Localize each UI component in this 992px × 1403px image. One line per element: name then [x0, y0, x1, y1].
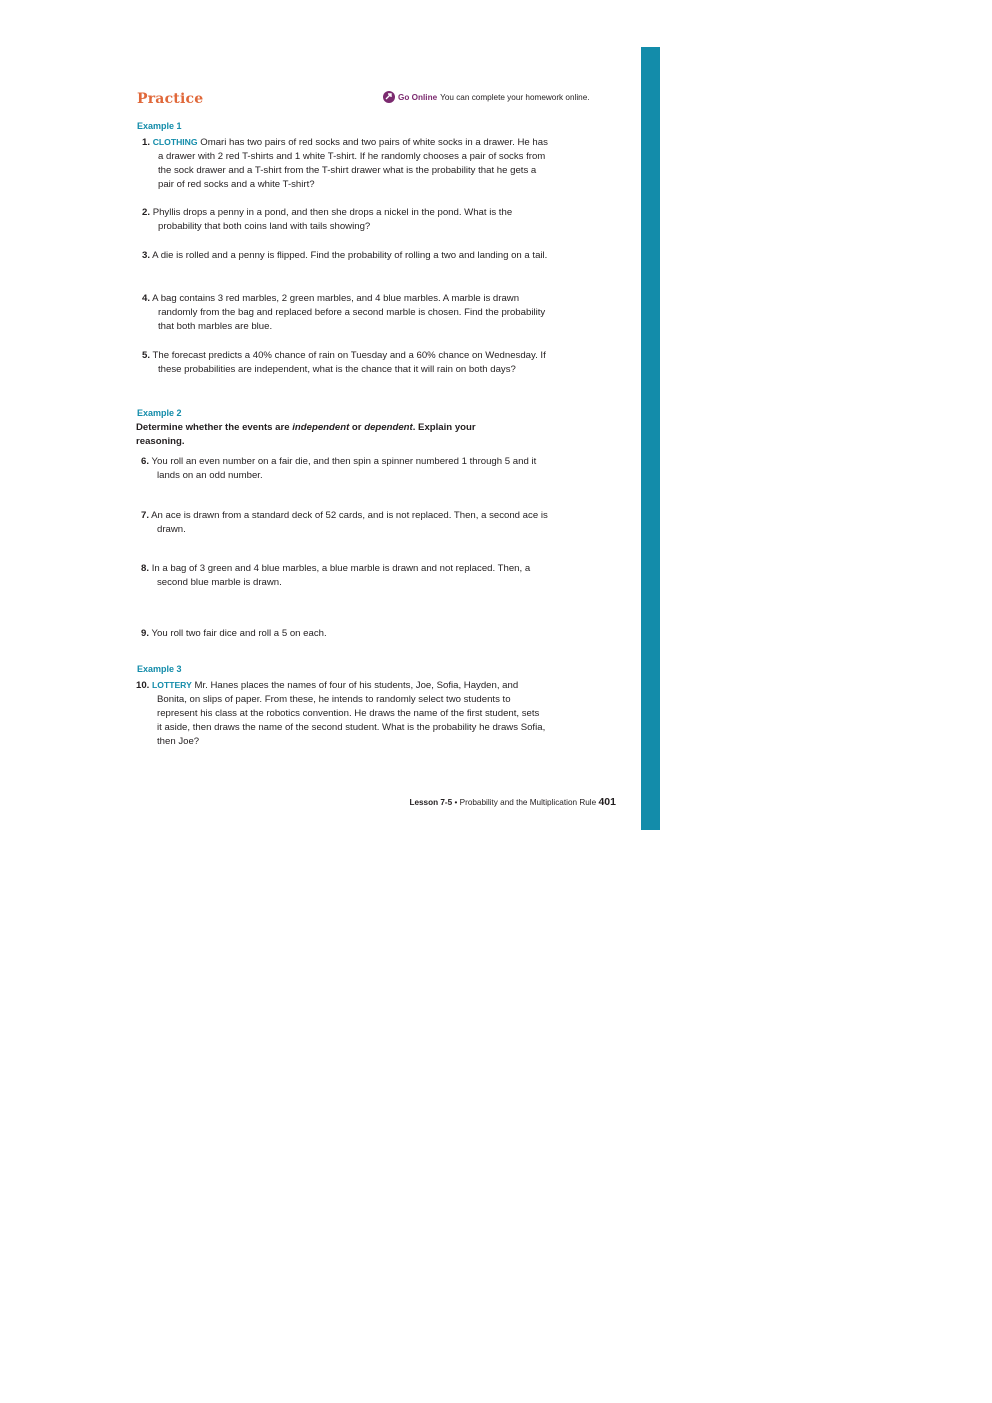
- problem-number: 1.: [142, 137, 151, 148]
- problem-number: 7.: [141, 510, 150, 521]
- problem-6: [141, 455, 551, 483]
- problem-number: 4.: [142, 293, 151, 304]
- page-title: Practice: [137, 91, 204, 107]
- problem-number: 5.: [142, 350, 151, 361]
- page-footer: [409, 796, 616, 808]
- problem-text: You roll two fair dice and roll a 5 on each.: [151, 628, 327, 639]
- problem-number: 9.: [141, 628, 150, 639]
- problem-number: 2.: [142, 207, 151, 218]
- problem-text: Phyllis drops a penny in a pond, and then she drops a nickel in the pond. What is the probability that both coins land with tails showing?: [152, 207, 513, 232]
- go-online-icon: [383, 91, 395, 103]
- example-1-heading: Example 1: [137, 121, 182, 131]
- side-color-bar: [641, 47, 660, 830]
- problem-keyword: LOTTERY: [152, 680, 192, 690]
- footer-lesson: Lesson 7-5: [409, 798, 453, 807]
- page-number: 401: [598, 796, 616, 808]
- problem-1: [142, 135, 552, 192]
- example-2-instructions: Determine whether the events are independent or dependent. Explain your reasoning.: [136, 422, 476, 447]
- problem-number: 6.: [141, 456, 150, 467]
- problem-text: Omari has two pairs of red socks and two pairs of white socks in a drawer. He has a drawer with 2 red T-shirts and 1 white T-shirt. If he randomly chooses a pair of socks from the sock drawer and a T-shirt from the T-shirt drawer what is the probability that he gets a pair of red socks and a white T-shirt?: [158, 137, 548, 190]
- example-2-heading: Example 2: [137, 408, 182, 418]
- problem-3: [142, 249, 552, 263]
- problem-2: [142, 206, 552, 234]
- problem-7: [141, 509, 551, 537]
- problem-8: [141, 562, 551, 590]
- problem-text: A die is rolled and a penny is flipped. Find the probability of rolling a two and landing on a tail.: [152, 250, 548, 261]
- problem-keyword: CLOTHING: [152, 137, 198, 147]
- problem-text: An ace is drawn from a standard deck of 52 cards, and is not replaced. Then, a second ace is drawn.: [151, 510, 548, 535]
- go-online-link[interactable]: Go Online: [398, 92, 438, 102]
- footer-separator: •: [452, 798, 460, 807]
- problem-text: Mr. Hanes places the names of four of his students, Joe, Sofia, Hayden, and Bonita, on slips of paper. From these, he intends to randomly select two students to represent his class at the robotics convention. He draws the name of the first student, sets it aside, then draws the name of the second student. What is the probability he draws Sofia, then Joe?: [157, 680, 546, 747]
- problem-number: 8.: [141, 563, 150, 574]
- problem-text: The forecast predicts a 40% chance of rain on Tuesday and a 60% chance on Wednesday. If these probabilities are independent, what is the chance that it will rain on both days?: [152, 350, 546, 375]
- problem-5: [142, 349, 552, 377]
- problem-number: 3.: [142, 250, 151, 261]
- example-3-heading: Example 3: [137, 664, 182, 674]
- footer-title: Probability and the Multiplication Rule: [459, 798, 597, 807]
- problem-4: [142, 292, 552, 334]
- problem-text: In a bag of 3 green and 4 blue marbles, a blue marble is drawn and not replaced. Then, a second blue marble is drawn.: [151, 563, 531, 588]
- problem-9: [141, 627, 551, 641]
- problem-text: A bag contains 3 red marbles, 2 green marbles, and 4 blue marbles. A marble is drawn randomly from the bag and replaced before a second marble is chosen. Find the probability that both marbles are blue.: [152, 293, 546, 332]
- go-online-note: [383, 91, 590, 103]
- problem-text: You roll an even number on a fair die, and then spin a spinner numbered 1 through 5 and it lands on an odd number.: [151, 456, 537, 481]
- problem-10: [136, 678, 546, 749]
- problem-number: 10.: [136, 680, 150, 691]
- go-online-text: You can complete your homework online.: [440, 92, 590, 102]
